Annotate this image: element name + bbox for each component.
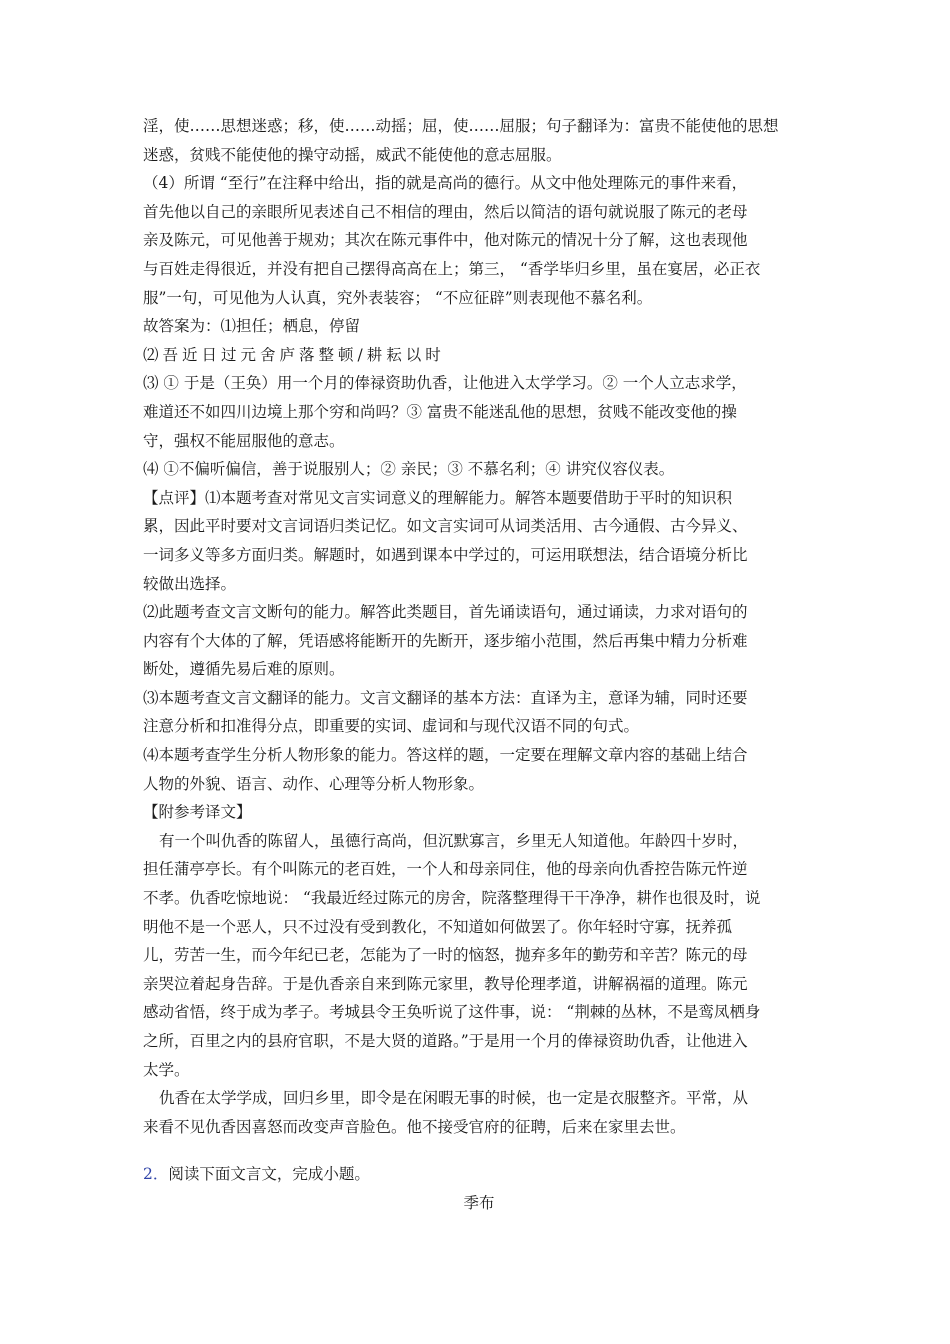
translation-line: 明他不是一个恶人，只不过没有受到教化，不知道如何做罢了。你年轻时守寡，抚养孤	[143, 917, 733, 936]
text-line: 与百姓走得很近，并没有把自己摆得高高在上；第三， “香学毕归乡里，虽在宴居，必正衣	[143, 259, 761, 278]
text-line: 亲及陈元，可见他善于规劝；其次在陈元事件中，他对陈元的情况十分了解，这也表现他	[143, 231, 748, 250]
document-page	[143, 112, 815, 1218]
translation-line: 亲哭泣着起身告辞。于是仇香亲自来到陈元家里，教导伦理孝道，讲解祸福的道理。陈元	[143, 974, 748, 993]
translation-line: 之所，百里之内的县府官职，不是大贤的道路。”于是用一个月的俸禄资助仇香，让他进入	[143, 1032, 748, 1050]
answer-line: 难道还不如四川边境上那个穷和尚吗？③ 富贵不能迷乱他的思想，贫贱不能改变他的操	[143, 402, 737, 421]
comment-line: 一词多义等多方面归类。解题时，如遇到课本中学过的，可运用联想法，结合语境分析比	[143, 545, 748, 564]
translation-line: 感动省悟，终于成为孝子。考城县令王奂听说了这件事，说： “荆棘的丛林，不是鸾凤栖身	[143, 1003, 761, 1022]
text-line: 首先他以自己的亲眼所见表述自己不相信的理由，然后以简洁的语句就说服了陈元的老母	[143, 202, 748, 221]
passage-title: 季布	[463, 1193, 495, 1212]
comment-line: ⑵此题考查文言文断句的能力。解答此类题目，首先诵读语句，通过诵读，力求对语句的	[143, 603, 748, 622]
translation-line: 来看不见仇香因喜怒而改变声音脸色。他不接受官府的征聘，后来在家里去世。	[143, 1117, 686, 1136]
question-number: 2．	[143, 1165, 169, 1184]
text-line: 淫，使……思想迷惑；移，使……动摇；屈，使……屈服；句子翻译为：富贵不能使他的思想	[143, 117, 779, 135]
comment-line: 较做出选择。	[143, 574, 237, 593]
answer-line: ⑶ ① 于是（王奂）用一个月的俸禄资助仇香，让他进入太学学习。② 一个人立志求学，	[143, 374, 747, 393]
question-2-prompt	[143, 1160, 815, 1189]
comment-line: ⑶本题考查文言文翻译的能力。文言文翻译的基本方法：直译为主，意译为辅，同时还要	[143, 688, 748, 707]
text-line: 服”一句，可见他为人认真，究外表装容； “不应征辟”则表现他不慕名利。	[143, 288, 653, 307]
comment-line: ⑷本题考查学生分析人物形象的能力。答这样的题，一定要在理解文章内容的基础上结合	[143, 746, 748, 765]
translation-line: 太学。	[143, 1060, 190, 1079]
comment-line: 内容有个大体的了解，凭语感将能断开的先断开，逐步缩小范围，然后再集中精力分析难	[143, 631, 748, 650]
translation-line: 儿，劳苦一生，而今年纪已老，怎能为了一时的恼怒，抛弃多年的勤劳和辛苦？陈元的母	[143, 946, 748, 965]
question-prompt-text: 阅读下面文言文，完成小题。	[168, 1165, 370, 1184]
translation-line: 担任蒲亭亭长。有个叫陈元的老百姓，一个人和母亲同住，他的母亲向仇香控告陈元忤逆	[143, 860, 748, 879]
answer-line: 守，强权不能屈服他的意志。	[143, 431, 345, 450]
comment-line: 注意分析和扣准得分点，即重要的实词、虚词和与现代汉语不同的句式。	[143, 717, 640, 736]
text-line: 迷惑，贫贱不能使他的操守动摇，威武不能使他的意志屈服。	[143, 145, 562, 164]
comment-line: 断处，遵循先易后难的原则。	[143, 660, 345, 679]
comment-line: 累，因此平时要对文言词语归类记忆。如文言实词可从词类活用、古今通假、古今异义、	[143, 517, 748, 536]
translation-line: 仇香在太学学成，回归乡里，即令是在闲暇无事的时候，也一定是衣服整齐。平常，从	[159, 1089, 749, 1108]
text-line: （4）所谓 “至行”在注释中给出，指的就是高尚的德行。从文中他处理陈元的事件来看，	[143, 174, 748, 193]
comment-line: 【点评】⑴本题考查对常见文言实词意义的理解能力。解答本题要借助于平时的知识积	[143, 488, 733, 507]
spacer	[143, 1141, 815, 1160]
translation-heading: 【附参考译文】	[143, 803, 252, 822]
translation-line: 有一个叫仇香的陈留人，虽德行高尚，但沉默寡言，乡里无人知道他。年龄四十岁时，	[159, 831, 749, 850]
translation-line: 不孝。仇香吃惊地说： “我最近经过陈元的房舍，院落整理得干干净净，耕作也很及时，说	[143, 889, 761, 908]
answer-line: ⑷ ①不偏听偏信，善于说服别人；② 亲民；③ 不慕名利；④ 讲究仪容仪表。	[143, 460, 675, 479]
comment-line: 人物的外貌、语言、动作、心理等分析人物形象。	[143, 774, 485, 793]
answer-line: 故答案为：⑴担任；栖息，停留	[143, 317, 361, 336]
answer-line: ⑵吾近日过元舍庐落整顿/耕耘以时	[143, 345, 445, 364]
